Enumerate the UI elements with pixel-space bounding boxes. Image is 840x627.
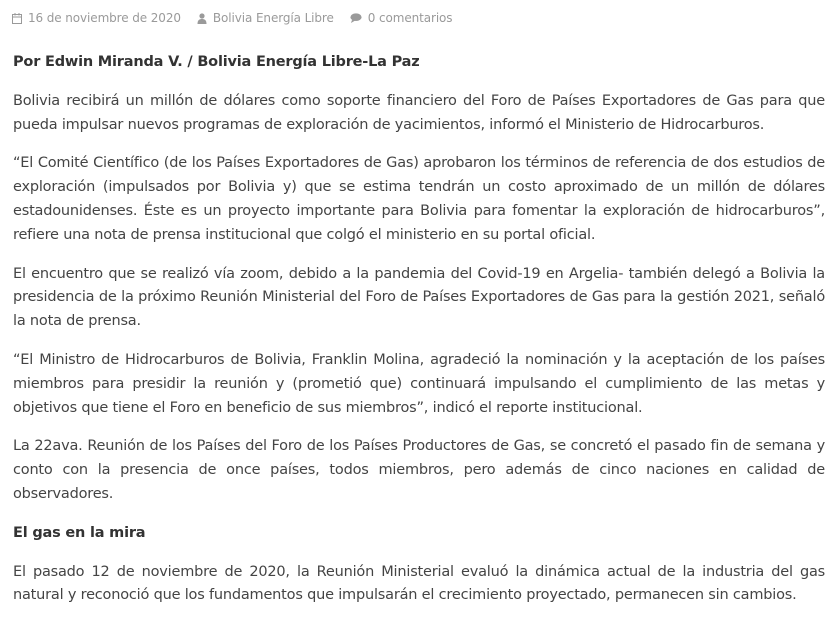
post-comments[interactable] (350, 11, 453, 25)
calendar-icon (12, 13, 22, 24)
post-date-text[interactable]: 16 de noviembre de 2020 (28, 11, 181, 25)
post-date[interactable] (12, 11, 181, 25)
article-paragraph: “El Ministro de Hidrocarburos de Bolivia, Franklin Molina, agradeció la nominación y la aceptación de los países miembros para presidir la reunión y (prometió que) continuará impulsando el cumplimiento de las metas y objetivos que tiene el Foro en beneficio de sus miembros”, indicó el reporte institucional. (13, 351, 825, 416)
post-author[interactable] (197, 11, 334, 25)
article-paragraph: La 22ava. Reunión de los Países del Foro de los Países Productores de Gas, se concretó el pasado fin de semana y conto con la presencia de once países, todos miembros, pero además de cinco naciones en calidad de observadores. (13, 438, 825, 502)
article-body (13, 51, 825, 623)
post-author-text[interactable]: Bolivia Energía Libre (212, 11, 334, 25)
article-byline: Por Edwin Miranda V. / Bolivia Energía Libre-La Paz (13, 54, 420, 70)
article-paragraph: El pasado 12 de noviembre de 2020, la Reunión Ministerial evaluó la dinámica actual de la industria del gas natural y reconoció que los fundamentos que impulsarán el crecimiento proyectado, permanecen sin cambios. (13, 563, 825, 604)
comment-icon (350, 13, 362, 23)
user-icon (197, 13, 207, 24)
post-meta (12, 11, 468, 25)
post-comments-text[interactable]: 0 comentarios (367, 11, 453, 25)
article-paragraph: Bolivia recibirá un millón de dólares como soporte financiero del Foro de Países Exportadores de Gas para que pueda impulsar nuevos programas de exploración de yacimientos, informó el Ministerio de Hidrocarburos. (13, 92, 825, 133)
article-paragraph: El encuentro que se realizó vía zoom, debido a la pandemia del Covid-19 en Argelia- también delegó a Bolivia la presidencia de la próximo Reunión Ministerial del Foro de Países Exportadores de Gas para la gestión 2021, señaló la nota de prensa. (13, 265, 825, 330)
article-subheading: El gas en la mira (13, 524, 146, 541)
article-paragraph: “El Comité Científico (de los Países Exportadores de Gas) aprobaron los términos de referencia de dos estudios de exploración (impulsados por Bolivia y) que se estima tendrán un costo aproximado de un millón de dólares estadounidenses. Éste es un proyecto importante para Bolivia para fomentar la exploración de hidrocarburos”, refiere una nota de prensa institucional que colgó el ministerio en su portal oficial. (13, 155, 825, 243)
